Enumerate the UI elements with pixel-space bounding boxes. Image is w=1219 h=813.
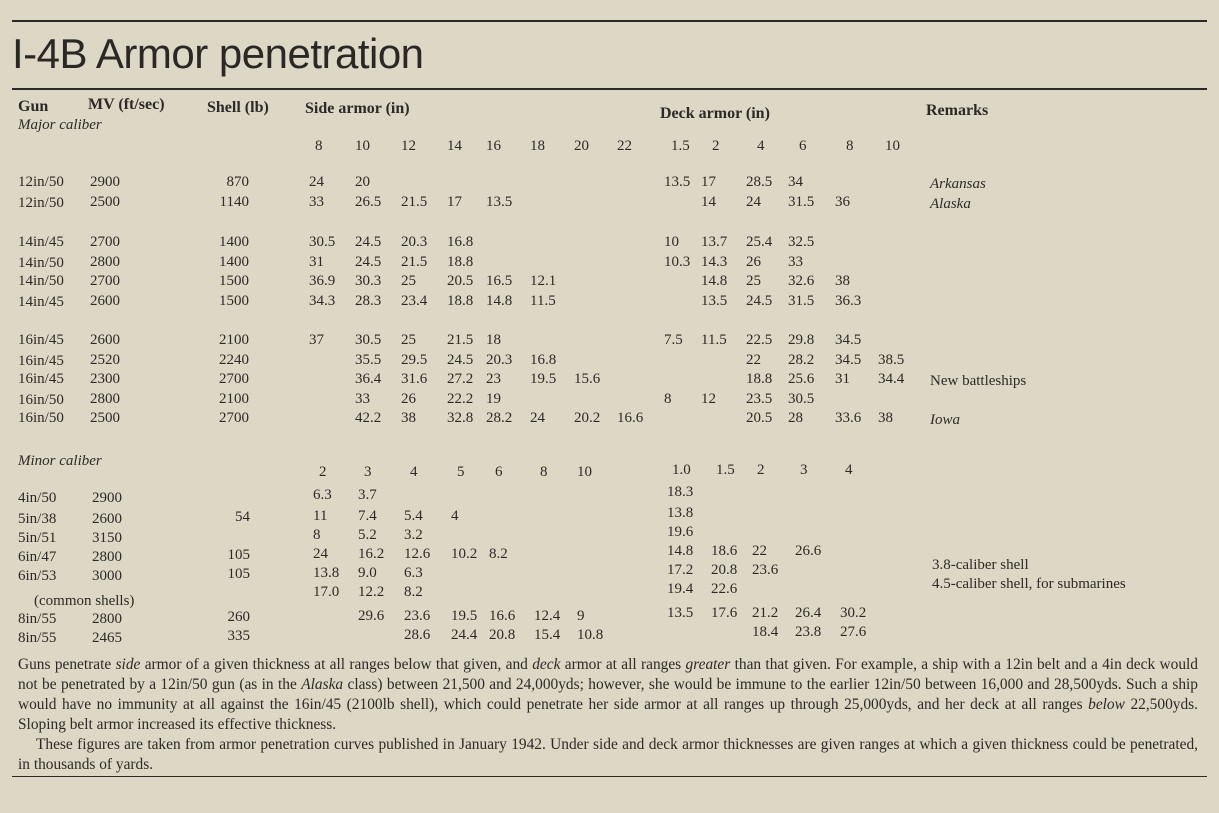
side-value: 31.6	[401, 371, 428, 387]
deck-value: 14.3	[701, 253, 728, 270]
deck-value: 36	[835, 193, 850, 210]
title-rule	[12, 88, 1207, 90]
deck-value: 17.6	[711, 605, 738, 621]
side-value: 16.6	[617, 410, 644, 426]
header-deck-armor: Deck armor (in)	[660, 105, 770, 122]
deck-value: 28.2	[788, 351, 815, 368]
note-paragraph-1	[18, 655, 1198, 735]
deck-value: 31	[835, 371, 850, 387]
side-value: 19.5	[530, 371, 557, 387]
side-value: 9.0	[358, 565, 377, 581]
side-value: 37	[309, 332, 324, 348]
deck-value: 22.5	[746, 332, 773, 348]
note-paragraph-2: These figures are taken from armor penetration curves published in January 1942. Under side and deck armor thicknesses are given ranges at which a given thickness could be penetrated, in thousands of yards.	[18, 736, 1198, 773]
side-value: 21.5	[401, 253, 428, 270]
side-value: 20.2	[574, 410, 601, 426]
side-value: 27.2	[447, 371, 474, 387]
note-text: armor of a given thickness at all ranges below that given, and	[140, 656, 533, 673]
side-value: 24.4	[451, 627, 478, 643]
remark-cell: Alaska	[930, 195, 971, 212]
deck-value: 29.8	[788, 332, 815, 348]
deck-value: 12	[701, 390, 716, 407]
emphasis-text: side	[115, 656, 141, 673]
side-value: 15.4	[534, 627, 561, 643]
deck-value: 24.5	[746, 292, 773, 309]
deck-value: 22.6	[711, 581, 738, 597]
header-side-armor: Side armor (in)	[305, 100, 410, 117]
deck-thickness-header: 4	[845, 462, 853, 478]
deck-thickness-header: 2	[757, 462, 765, 478]
side-value: 20.3	[486, 351, 513, 368]
deck-value: 22	[752, 543, 767, 559]
side-value: 17.0	[313, 584, 340, 600]
side-value: 12.6	[404, 546, 431, 562]
side-thickness-header: 14	[447, 138, 462, 154]
deck-value: 30.5	[788, 390, 815, 407]
deck-value: 13.7	[701, 234, 728, 250]
side-thickness-header: 6	[495, 464, 503, 480]
remark-cell: New battleships	[930, 373, 1027, 389]
mv-cell: 2800	[92, 611, 122, 627]
shell-cell: 335	[227, 628, 250, 644]
side-value: 28.3	[355, 292, 382, 309]
mv-cell: 2800	[92, 549, 122, 565]
emphasis-text: deck	[532, 656, 561, 673]
side-value: 6.3	[313, 487, 332, 503]
side-thickness-header: 10	[355, 138, 370, 154]
side-value: 22.2	[447, 390, 474, 407]
common-shells-note: (common shells)	[34, 593, 135, 609]
emphasis-text: below	[1088, 696, 1125, 713]
deck-value: 34	[788, 174, 803, 190]
side-value: 8.2	[404, 584, 423, 600]
side-value: 36.4	[355, 371, 382, 387]
deck-thickness-header: 2	[712, 138, 720, 154]
side-value: 16.6	[489, 608, 516, 624]
deck-thickness-header: 6	[799, 138, 807, 154]
side-value: 4	[451, 508, 459, 524]
side-value: 36.9	[309, 273, 336, 289]
side-value: 30.3	[355, 273, 382, 289]
side-value: 20.5	[447, 273, 474, 289]
side-value: 24.5	[355, 234, 382, 250]
side-value: 16.2	[358, 546, 385, 562]
side-value: 3.2	[404, 527, 423, 543]
header-gun: Gun	[18, 98, 49, 115]
gun-cell: 5in/51	[18, 530, 57, 546]
side-value: 13.5	[486, 193, 513, 210]
gun-cell: 12in/50	[18, 174, 64, 190]
header-shell: Shell (lb)	[207, 99, 269, 116]
deck-value: 8	[664, 390, 672, 407]
side-thickness-header: 12	[401, 138, 416, 154]
deck-value: 27.6	[840, 624, 867, 640]
side-value: 16.8	[447, 234, 474, 250]
header-mv: MV (ft/sec)	[88, 96, 165, 113]
shell-cell: 54	[235, 509, 250, 525]
side-value: 26.5	[355, 193, 382, 210]
shell-cell: 1140	[219, 193, 249, 210]
shell-cell: 2100	[219, 332, 249, 348]
side-value: 20.3	[401, 234, 428, 250]
side-value: 38	[401, 410, 416, 426]
deck-value: 10.3	[664, 253, 691, 270]
deck-value: 17	[701, 174, 716, 190]
deck-value: 23.6	[752, 562, 779, 578]
side-value: 16.8	[530, 351, 557, 368]
gun-cell: 8in/55	[18, 611, 57, 627]
deck-value: 19.4	[667, 581, 694, 597]
side-value: 31	[309, 253, 324, 270]
deck-value: 26	[746, 253, 761, 270]
mv-cell: 2800	[90, 390, 120, 407]
side-value: 8	[313, 527, 321, 543]
bottom-rule	[12, 776, 1207, 777]
side-value: 28.6	[404, 627, 431, 643]
side-value: 24	[313, 546, 328, 562]
gun-cell: 8in/55	[18, 630, 57, 646]
side-value: 20	[355, 174, 370, 190]
side-value: 7.4	[358, 508, 377, 524]
deck-value: 25.6	[788, 371, 815, 387]
deck-value: 13.5	[664, 174, 691, 190]
side-value: 24	[530, 410, 545, 426]
deck-value: 11.5	[701, 332, 727, 348]
deck-value: 19.6	[667, 524, 694, 540]
deck-value: 10	[664, 234, 679, 250]
side-thickness-header: 4	[410, 464, 418, 480]
side-value: 42.2	[355, 410, 382, 426]
side-value: 21.5	[401, 193, 428, 210]
shell-cell: 260	[227, 609, 250, 625]
side-value: 33	[355, 390, 370, 407]
side-value: 23.4	[401, 292, 428, 309]
deck-thickness-header: 1.5	[671, 138, 690, 154]
side-value: 33	[309, 193, 324, 210]
deck-value: 18.4	[752, 624, 779, 640]
shell-cell: 2700	[219, 410, 249, 426]
gun-cell: 12in/50	[18, 194, 64, 211]
page-title: I-4B Armor penetration	[12, 30, 424, 77]
side-value: 35.5	[355, 351, 382, 368]
gun-cell: 4in/50	[18, 490, 57, 506]
side-value: 16.5	[486, 273, 513, 289]
deck-thickness-header: 1.0	[672, 462, 691, 478]
deck-value: 23.5	[746, 390, 773, 407]
mv-cell: 3150	[92, 530, 122, 546]
side-value: 13.8	[313, 565, 340, 581]
mv-cell: 2800	[90, 253, 120, 270]
shell-cell: 1500	[219, 292, 249, 309]
deck-value: 13.8	[667, 505, 694, 521]
deck-value: 30.2	[840, 605, 867, 621]
remark-cell: 3.8-caliber shell	[932, 557, 1029, 573]
side-thickness-header: 2	[319, 464, 327, 480]
side-value: 15.6	[574, 371, 601, 387]
side-value: 29.5	[401, 351, 428, 368]
side-value: 25	[401, 273, 416, 289]
shell-cell: 1500	[219, 273, 249, 289]
side-value: 17	[447, 193, 462, 210]
deck-value: 25	[746, 273, 761, 289]
deck-value: 28	[788, 410, 803, 426]
deck-value: 25.4	[746, 234, 773, 250]
deck-value: 20.8	[711, 562, 738, 578]
shell-cell: 105	[227, 547, 250, 563]
note-text: class) between 21,500 and 24,000yds; however, she would be immune to the earlier 12in/50 between 16,000 and 28,500yds. Such a ship would have no immunity at all against the 16in/45 (2100lb shell), which could penetrate her side armor at all ranges up through 25,000yds, and her deck at all ranges	[18, 676, 1198, 713]
deck-value: 34.5	[835, 332, 862, 348]
deck-value: 31.5	[788, 193, 815, 210]
deck-value: 38	[878, 410, 893, 426]
side-value: 5.2	[358, 527, 377, 543]
side-value: 14.8	[486, 292, 513, 309]
remark-cell: Iowa	[930, 412, 960, 428]
emphasis-text: greater	[685, 656, 731, 673]
deck-thickness-header: 3	[800, 462, 808, 478]
side-value: 3.7	[358, 487, 377, 503]
side-value: 6.3	[404, 565, 423, 581]
gun-cell: 6in/53	[18, 568, 57, 584]
gun-cell: 5in/38	[18, 511, 57, 527]
deck-value: 18.6	[711, 543, 738, 559]
note-text: than that given. For example, a ship with a 12in belt and a 4in deck would not be penetrated by a 12in/50 gun (as in the	[18, 656, 1198, 693]
shell-cell: 105	[227, 566, 250, 582]
deck-value: 38	[835, 273, 850, 289]
side-value: 5.4	[404, 508, 423, 524]
deck-value: 28.5	[746, 174, 773, 190]
deck-value: 34.4	[878, 371, 905, 387]
deck-value: 18.3	[667, 484, 694, 500]
side-value: 8.2	[489, 546, 508, 562]
shell-cell: 870	[226, 174, 249, 190]
gun-cell: 16in/45	[18, 332, 64, 348]
mv-cell: 2900	[90, 174, 120, 190]
side-value: 32.8	[447, 410, 474, 426]
side-thickness-header: 20	[574, 138, 589, 154]
mv-cell: 3000	[92, 568, 122, 584]
side-thickness-header: 8	[315, 138, 323, 154]
side-thickness-header: 22	[617, 138, 632, 154]
minor-caliber-label: Minor caliber	[18, 453, 102, 469]
side-value: 30.5	[309, 234, 336, 250]
deck-value: 32.6	[788, 273, 815, 289]
deck-value: 17.2	[667, 562, 694, 578]
side-value: 20.8	[489, 627, 516, 643]
shell-cell: 2240	[219, 351, 249, 368]
side-value: 24.5	[355, 253, 382, 270]
deck-value: 33.6	[835, 410, 862, 426]
mv-cell: 2600	[90, 332, 120, 348]
side-thickness-header: 18	[530, 138, 545, 154]
shell-cell: 1400	[219, 253, 249, 270]
deck-thickness-header: 4	[757, 138, 765, 154]
deck-value: 26.4	[795, 605, 822, 621]
side-thickness-header: 16	[486, 138, 501, 154]
mv-cell: 2500	[90, 193, 120, 210]
deck-value: 34.5	[835, 351, 862, 368]
side-value: 12.2	[358, 584, 385, 600]
deck-value: 32.5	[788, 234, 815, 250]
deck-value: 22	[746, 351, 761, 368]
mv-cell: 2465	[92, 630, 122, 646]
gun-cell: 6in/47	[18, 549, 57, 565]
side-value: 34.3	[309, 292, 336, 309]
remark-cell: 4.5-caliber shell, for submarines	[932, 576, 1126, 592]
side-value: 25	[401, 332, 416, 348]
mv-cell: 2700	[90, 234, 120, 250]
side-value: 28.2	[486, 410, 513, 426]
deck-value: 14	[701, 193, 716, 210]
side-thickness-header: 10	[577, 464, 592, 480]
deck-value: 36.3	[835, 292, 862, 309]
deck-value: 31.5	[788, 292, 815, 309]
side-thickness-header: 5	[457, 464, 465, 480]
deck-thickness-header: 8	[846, 138, 854, 154]
side-value: 29.6	[358, 608, 385, 624]
gun-cell: 14in/45	[18, 293, 64, 310]
side-thickness-header: 3	[364, 464, 372, 480]
side-value: 21.5	[447, 332, 474, 348]
mv-cell: 2600	[92, 511, 122, 527]
deck-value: 13.5	[667, 605, 694, 621]
mv-cell: 2520	[90, 351, 120, 368]
note-text: Guns penetrate	[18, 656, 116, 673]
side-value: 11.5	[530, 292, 556, 309]
shell-cell: 2100	[219, 390, 249, 407]
explanatory-notes	[18, 655, 1198, 775]
deck-thickness-header: 1.5	[716, 462, 735, 478]
shell-cell: 1400	[219, 234, 249, 250]
mv-cell: 2300	[90, 371, 120, 387]
gun-cell: 14in/50	[18, 273, 64, 289]
remark-cell: Arkansas	[930, 176, 986, 192]
gun-cell: 16in/45	[18, 371, 64, 387]
mv-cell: 2700	[90, 273, 120, 289]
emphasis-text: Alaska	[301, 676, 344, 693]
mv-cell: 2900	[92, 490, 122, 506]
deck-value: 7.5	[664, 332, 683, 348]
side-value: 11	[313, 508, 328, 524]
deck-value: 18.8	[746, 371, 773, 387]
side-value: 12.1	[530, 273, 557, 289]
side-value: 23	[486, 371, 501, 387]
side-value: 19	[486, 390, 501, 407]
gun-cell: 14in/50	[18, 254, 64, 271]
side-value: 18.8	[447, 292, 474, 309]
deck-value: 23.8	[795, 624, 822, 640]
mv-cell: 2600	[90, 292, 120, 309]
deck-value: 26.6	[795, 543, 822, 559]
deck-value: 14.8	[667, 543, 694, 559]
mv-cell: 2500	[90, 410, 120, 426]
deck-thickness-header: 10	[885, 138, 900, 154]
side-value: 18	[486, 332, 501, 348]
shell-cell: 2700	[219, 371, 249, 387]
side-value: 26	[401, 390, 416, 407]
side-value: 10.8	[577, 627, 604, 643]
gun-cell: 16in/50	[18, 410, 64, 426]
gun-cell: 16in/50	[18, 391, 64, 408]
gun-cell: 14in/45	[18, 234, 64, 250]
side-value: 24.5	[447, 351, 474, 368]
deck-value: 33	[788, 253, 803, 270]
side-value: 10.2	[451, 546, 478, 562]
side-value: 9	[577, 608, 585, 624]
side-value: 30.5	[355, 332, 382, 348]
side-value: 23.6	[404, 608, 431, 624]
side-thickness-header: 8	[540, 464, 548, 480]
side-value: 18.8	[447, 253, 474, 270]
deck-value: 14.8	[701, 273, 728, 289]
side-value: 24	[309, 174, 324, 190]
deck-value: 13.5	[701, 292, 728, 309]
note-text: armor at all ranges	[560, 656, 686, 673]
note-text: 22,500yds. Sloping belt armor increased its effective thickness.	[18, 696, 1198, 733]
top-rule	[12, 20, 1207, 22]
header-remarks: Remarks	[926, 102, 989, 119]
major-caliber-label: Major caliber	[18, 117, 102, 133]
side-value: 12.4	[534, 608, 561, 624]
side-value: 19.5	[451, 608, 478, 624]
deck-value: 24	[746, 193, 761, 210]
deck-value: 21.2	[752, 605, 779, 621]
deck-value: 20.5	[746, 410, 773, 426]
gun-cell: 16in/45	[18, 352, 64, 369]
deck-value: 38.5	[878, 351, 905, 368]
